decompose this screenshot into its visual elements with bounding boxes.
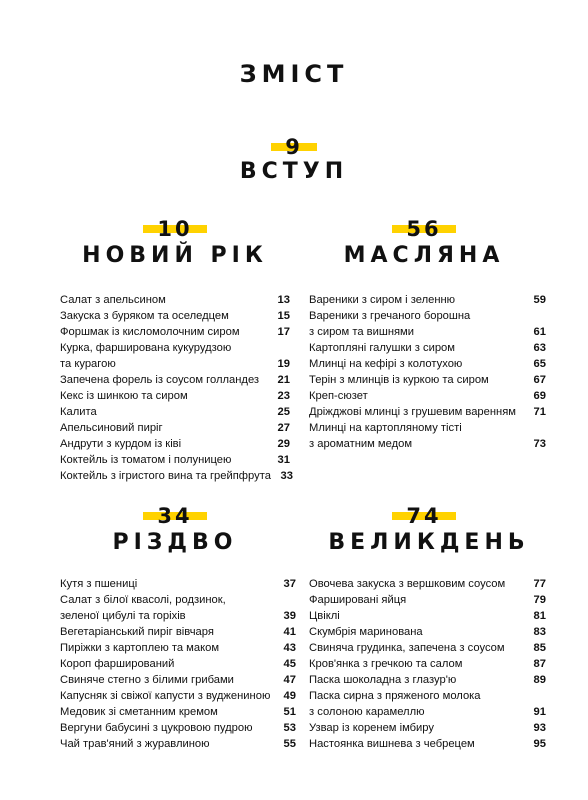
toc-item[interactable] [60,672,296,688]
toc-item[interactable] [60,420,290,436]
toc-item-title: Кров'янка з гречкою та салом [309,658,463,670]
intro-title[interactable]: ВСТУП [239,159,349,184]
toc-item[interactable] [60,720,296,736]
toc-item[interactable] [309,404,546,420]
toc-item[interactable] [60,656,296,672]
toc-item[interactable] [309,436,546,452]
toc-item[interactable] [60,688,296,704]
toc-item-page: 41 [283,626,296,638]
toc-item-title: Дріжджові млинці з грушевим варенням [309,406,516,418]
toc-item[interactable] [60,292,290,308]
toc-item[interactable] [60,452,290,468]
section-title-christmas[interactable]: РІЗДВО [112,530,238,555]
section-number-maslyana[interactable] [364,216,484,242]
toc-item-page: 29 [277,438,290,450]
toc-item-title: Терін з млинців із куркою та сиром [309,374,489,386]
toc-item-title: Овочева закуска з вершковим соусом [309,578,506,590]
toc-item-page: 83 [533,626,546,638]
toc-item-page: 19 [277,358,290,370]
toc-item-title: Узвар із коренем імбиру [309,722,434,734]
section-number: 10 [157,217,193,241]
toc-item[interactable] [60,576,296,592]
section-title-easter[interactable]: ВЕЛИКДЕНЬ [328,530,530,555]
toc-list-easter [309,576,546,752]
section-number-easter[interactable] [364,503,484,529]
toc-item[interactable] [309,736,546,752]
toc-item[interactable] [60,704,296,720]
toc-item-page: 25 [277,406,290,418]
toc-item-page: 23 [277,390,290,402]
toc-item-page: 95 [533,738,546,750]
toc-item-page: 93 [533,722,546,734]
toc-item-title: Пиріжки з картоплею та маком [60,642,220,654]
toc-item-title: Запечена форель із соусом голландез [60,374,260,386]
toc-item[interactable] [60,324,290,340]
toc-item-page: 27 [277,422,290,434]
toc-item-title: Вегетаріанський пиріг вівчаря [60,626,214,638]
toc-item-page: 31 [277,454,290,466]
toc-item[interactable] [309,324,546,340]
toc-item-page: 59 [533,294,546,306]
toc-item-title: Настоянка вишнева з чебрецем [309,738,475,750]
toc-item-page: 65 [533,358,546,370]
toc-item-page: 85 [533,642,546,654]
toc-item-title: Салат з апельсином [60,294,166,306]
toc-item-title: Коктейль з ігристого вина та грейпфрута [60,470,271,482]
toc-item-page: 61 [533,326,546,338]
toc-item-title: та курагою [60,358,116,370]
toc-item-title: Чай трав'яний з журавлиною [60,738,210,750]
toc-item-page: 33 [280,470,293,482]
toc-item-page: 69 [533,390,546,402]
toc-item-page: 67 [533,374,546,386]
toc-item-page: 79 [533,594,546,606]
toc-item[interactable] [309,340,546,356]
section-number-christmas[interactable] [115,503,235,529]
toc-item-page: 47 [283,674,296,686]
toc-list-new-year [60,292,293,484]
toc-item-page: 15 [277,310,290,322]
toc-item[interactable] [309,420,546,436]
toc-item-page: 89 [533,674,546,686]
toc-item[interactable] [309,640,546,656]
toc-item[interactable] [60,372,290,388]
toc-item-page: 87 [533,658,546,670]
toc-item[interactable] [309,356,546,372]
toc-item-title: Вергуни бабусині з цукровою пудрою [60,722,253,734]
toc-item-title: Форшмак із кисломолочним сиром [60,326,240,338]
toc-item-title: Медовик зі сметанним кремом [60,706,218,718]
toc-item-title: Салат з білої квасолі, родзинок, [60,594,226,606]
intro-page-number[interactable] [234,134,354,160]
toc-item[interactable] [309,388,546,404]
toc-list-christmas [60,576,296,752]
toc-item[interactable] [309,608,546,624]
intro-number: 9 [285,135,303,159]
toc-item-page: 55 [283,738,296,750]
toc-item-title: Кекс із шинкою та сиром [60,390,188,402]
toc-item-title: Цвіклі [309,610,340,622]
toc-item-title: Паска сирна з пряженого молока [309,690,481,702]
toc-item-page: 13 [277,294,290,306]
toc-item-title: Короп фарширований [60,658,175,670]
toc-item-page: 71 [533,406,546,418]
toc-item[interactable] [309,576,546,592]
toc-item[interactable] [309,688,546,704]
toc-item[interactable] [60,592,296,608]
toc-item[interactable] [60,404,290,420]
toc-item-title: Млинці на кефірі з колотухою [309,358,463,370]
toc-item[interactable] [309,372,546,388]
toc-item-title: з ароматним медом [309,438,413,450]
section-number: 56 [406,217,442,241]
toc-item-title: Калита [60,406,97,418]
toc-item[interactable] [60,640,296,656]
toc-item-page: 91 [533,706,546,718]
toc-item-title: Апельсиновий пиріг [60,422,163,434]
toc-item[interactable] [60,736,296,752]
toc-item-title: Коктейль із томатом і полуницею [60,454,232,466]
toc-list-maslyana [309,292,546,452]
toc-item[interactable] [309,656,546,672]
toc-item[interactable] [60,624,296,640]
toc-item[interactable] [309,592,546,608]
toc-item[interactable] [60,436,290,452]
toc-item-page: 73 [533,438,546,450]
toc-item-title: Свиняче стегно з білими грибами [60,674,234,686]
toc-item-page: 43 [283,642,296,654]
toc-item-title: Паска шоколадна з глазур'ю [309,674,457,686]
toc-item[interactable] [309,624,546,640]
toc-item[interactable] [309,720,546,736]
section-title-maslyana[interactable]: МАСЛЯНА [343,243,505,268]
toc-item-title: Свиняча грудинка, запечена з соусом [309,642,505,654]
section-title-new-year[interactable]: НОВИЙ РІК [82,243,268,268]
toc-item[interactable] [60,388,290,404]
toc-item[interactable] [60,468,293,484]
toc-item-page: 45 [283,658,296,670]
toc-item-title: Капусняк зі свіжої капусти з вуджениною [60,690,271,702]
toc-item-title: Закуска з буряком та оселедцем [60,310,229,322]
toc-item[interactable] [309,704,546,720]
toc-item-page: 81 [533,610,546,622]
toc-item[interactable] [60,608,296,624]
toc-item-title: Фаршировані яйця [309,594,407,606]
toc-item-title: Скумбрія маринована [309,626,423,638]
toc-item-title: Кутя з пшениці [60,578,138,590]
toc-item-page: 77 [533,578,546,590]
toc-item-title: з сиром та вишнями [309,326,414,338]
toc-item-page: 37 [283,578,296,590]
toc-item[interactable] [309,672,546,688]
toc-item-title: Креп-сюзет [309,390,368,402]
toc-item-page: 49 [283,690,296,702]
toc-item-title: Вареники з гречаного борошна [309,310,471,322]
toc-item-title: Млинці на картопляному тісті [309,422,462,434]
toc-item-page: 21 [277,374,290,386]
toc-item-page: 63 [533,342,546,354]
toc-item-title: Картопляні галушки з сиром [309,342,455,354]
section-number: 74 [406,504,442,528]
toc-item[interactable] [309,292,546,308]
toc-item[interactable] [60,340,290,356]
toc-item-page: 39 [283,610,296,622]
toc-item[interactable] [60,308,290,324]
toc-item-page: 17 [277,326,290,338]
toc-item-title: Вареники з сиром і зеленню [309,294,456,306]
toc-item-title: Курка, фарширована кукурудзою [60,342,232,354]
section-number-new-year[interactable] [115,216,235,242]
toc-item-title: Андрути з курдом із ківі [60,438,182,450]
toc-item[interactable] [60,356,290,372]
section-number: 34 [157,504,193,528]
toc-item-title: зеленої цибулі та горіхів [60,610,186,622]
toc-item-page: 53 [283,722,296,734]
toc-item-page: 51 [283,706,296,718]
page-title: ЗМІСТ [239,60,349,88]
toc-item-title: з солоною карамеллю [309,706,425,718]
toc-item[interactable] [309,308,546,324]
